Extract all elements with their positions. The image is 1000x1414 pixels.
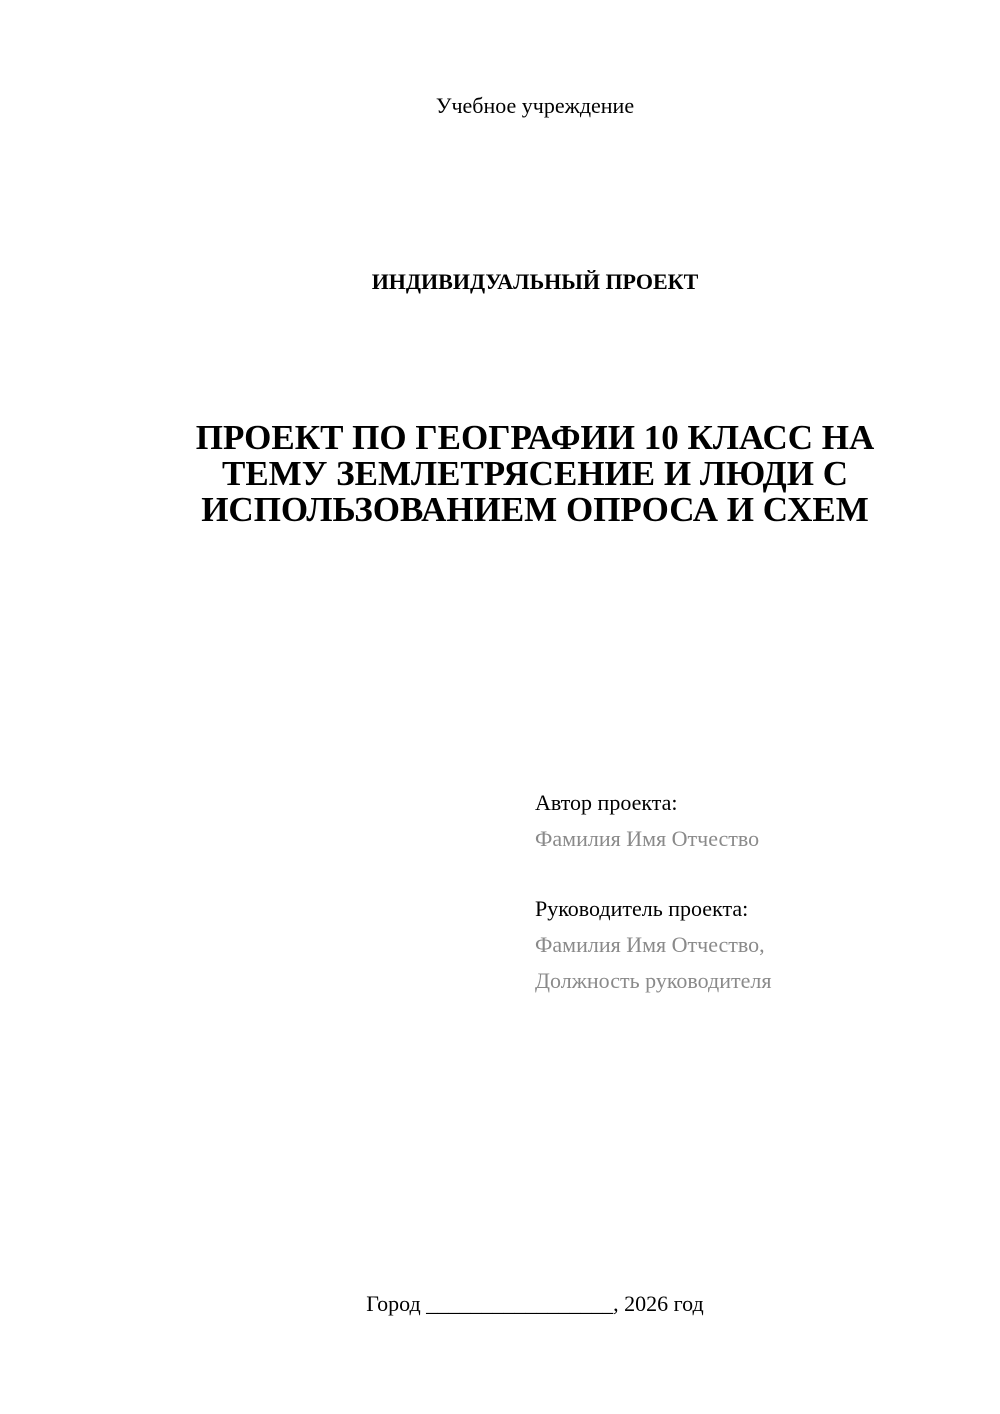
project-title-line-3: ИСПОЛЬЗОВАНИЕМ ОПРОСА И СХЕМ bbox=[201, 490, 869, 529]
institution-name: Учебное учреждение bbox=[435, 93, 635, 118]
author-label: Автор проекта: bbox=[535, 790, 678, 815]
author-name: Фамилия Имя Отчество bbox=[535, 826, 760, 851]
project-title bbox=[150, 420, 920, 528]
author-block bbox=[535, 785, 975, 857]
project-title-line-2: ТЕМУ ЗЕМЛЕТРЯСЕНИЕ И ЛЮДИ С bbox=[221, 454, 849, 493]
project-type-heading: ИНДИВИДУАЛЬНЫЙ ПРОЕКТ bbox=[371, 269, 699, 294]
city-year-line: Город _________________, 2026 год bbox=[366, 1291, 704, 1316]
supervisor-name: Фамилия Имя Отчество, bbox=[535, 932, 765, 957]
supervisor-block bbox=[535, 891, 975, 999]
supervisor-position: Должность руководителя bbox=[535, 968, 772, 993]
supervisor-label: Руководитель проекта: bbox=[535, 896, 749, 921]
project-title-line-1: ПРОЕКТ ПО ГЕОГРАФИИ 10 КЛАСС НА bbox=[195, 418, 875, 457]
